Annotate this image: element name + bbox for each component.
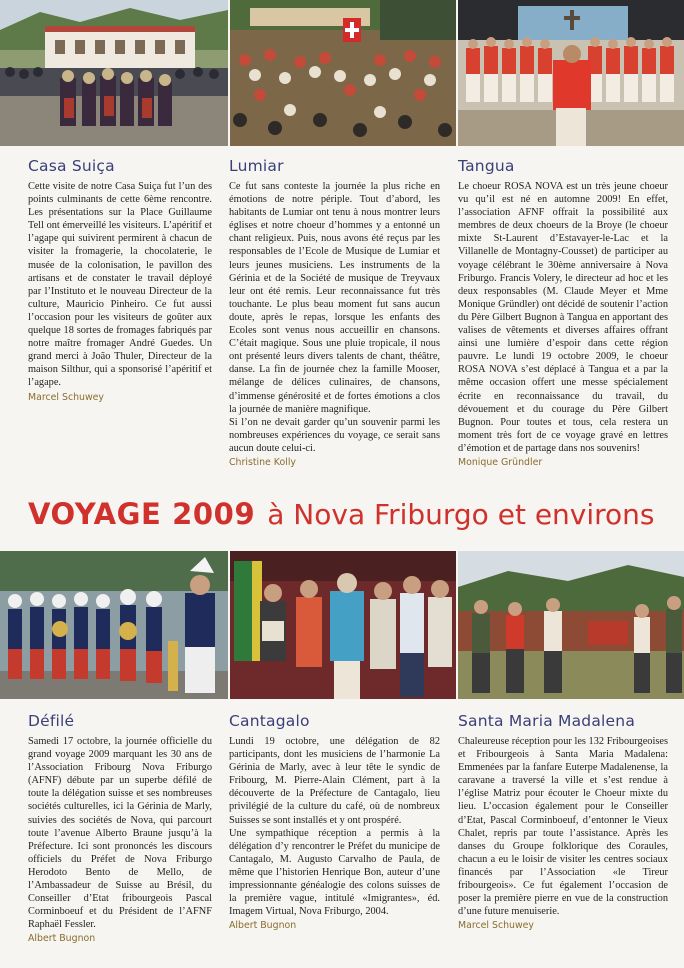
article-body: Chaleureuse réception pour les 132 Fribourgeoises et Fribourgeois à Santa Maria Madalena: Emmenées par la fanfare Euterpe Madalenense, la caravane a traversé la ville et s’est rendue à l’église Matriz pour écouter le Choeur mixte du lieu. L’occasion également pour le Conseiller d’Etat, Pascal Corminboeuf, d’entonner le Vieux Chalet, repris par toute l’assistance. Après les danses du Groupe folklorique des Coraules, chacun a eu le loisir de visiter les centres sociaux financés par l’Association «le Tireur fribourgeois». Ce fut également l’occasion de poser la première pierre en vue de la construction d’une future menuiserie.	[458, 736, 668, 918]
article-santa-maria-madalena	[458, 712, 668, 931]
article-signature: Christine Kolly	[229, 456, 296, 468]
article-signature: Marcel Schuwey	[28, 391, 104, 403]
article-signature: Albert Bugnon	[28, 933, 96, 945]
article-title: Tangua	[458, 157, 515, 175]
article-title: Cantagalo	[229, 712, 310, 730]
article-body: Le choeur ROSA NOVA est un très jeune choeur vu qu’il est né en automne 2009! En effet, l’association AFNF offrait la possibilité aux membres de deux choeurs de la Broye (le choeur mixte St-Laurent d’Estavayer-le-Lac et la Villanelle de Montagny-Cousset) de participer au voyage célébrant le 30ème anniversaire à Nova Friburgo. Francis Volery, le directeur ad hoc et les deux responsables (M. Claude Meyer et Mme Monique Gründler) ont décidé de soutenir l’action du Père Gilbert Bugnon à Tangua en apportant des valises de vêtements et diverses affaires offrant ainsi une lumière d’espoir dans cette région pauvre. Le lundi 19 octobre 2009, le choeur ROSA NOVA s’est déplacé à Tangua et a par la même occasion offert une messe spécialement écrite en reconnaissance du travail, du dévouement et du courage du Père Gilbert Bugnon. Pour toutes et tous, cela restera un moment très fort de ce voyage gravé en lettres d’émotion et de partage dans nos souvenirs!	[458, 181, 668, 454]
article-body-continued: Si l’on ne devait garder qu’un souvenir parmi les nombreuses expériences du voyage, ce serait sans aucun doute celui-ci.	[229, 416, 440, 454]
article-body-continued: Une sympathique réception a permis à la délégation d’y rencontrer le Préfet du municipe de Cantagalo, M. Augusto Carvalho de Paula, de même que l’historien Henrique Bon, auteur d’une impressionnante généalogie des colons suisses de la première vague, intitulé «Imigrantes», éd. Imagem Virtual, Nova Friburgo, 2004.	[229, 827, 440, 918]
article-title: Casa Suiça	[28, 157, 115, 175]
photo-casa-suica-folk-group	[0, 0, 228, 146]
article-title: Santa Maria Madalena	[458, 712, 636, 730]
headline-bold: VOYAGE 2009	[28, 497, 256, 531]
article-cantagalo	[229, 712, 440, 931]
photo-defile-marching-band	[0, 551, 228, 699]
headline-banner	[28, 497, 668, 531]
article-body: Lundi 19 octobre, une délégation de 82 participants, dont les musiciens de l’harmonie La Gérinia de Marly, avec à leur tête le syndic de Fribourg, M. Pierre-Alain Clément, part à la découverte de la Préfecture de Cantagalo, lieu privilégié de la culture du café, où de nombreux Suisses se sont installés et y ont prospéré.	[229, 736, 440, 826]
photo-santa-maria-madalena	[458, 551, 684, 699]
article-tangua	[458, 157, 668, 468]
article-defile	[28, 712, 212, 944]
photo-tangua-choir	[458, 0, 684, 146]
article-body: Samedi 17 octobre, la journée officielle du grand voyage 2009 marquant les 30 ans de l’Association Fribourg Nova Friburgo (AFNF) débute par un superbe défilé de toute la délégation suisse et ses nombreuses sociétés culturelles, ici la Gérinia de Marly, suivies des sociétés de Nova, qui parcourt toute l’avenue Alberto Braune jusqu’à la Préfecture. Ici sont prononcés les discours officiels du Préfet de Nova Friburgo Herodoto Bento de Mello, de l’Ambassadeur de Suisse au Brésil, du Conseiller d’Etat fribourgeois Pascal Corminboeuf et du Président de l’AFNF Raphaël Fessler.	[28, 736, 212, 931]
article-signature: Monique Gründler	[458, 456, 543, 468]
photo-lumiar-crowd-swiss-flag	[230, 0, 456, 146]
headline-light: à Nova Friburgo et environs	[267, 498, 655, 531]
article-casa-suica	[28, 157, 212, 403]
article-body: Cette visite de notre Casa Suiça fut l’un des points culminants de cette 6ème rencontre. Les présentations sur la Place Guillaume Tell ont émerveillé les visiteurs. L’apéritif et l’agape qui suivirent permirent à chacun de visiter la fromagerie, la chocolaterie, le musée de la colonisation, le pavillon des artisans et de constater le travail déployé par l’Instituto et le nouveau Directeur de la culture, Mauricio Pinheiro. Ce fut aussi l’occasion pour les visiteurs de goûter aux quelque 18 sortes de fromages fabriqués par notre maître fromager André Guedes. Un grand merci à João Thuler, Directeur de la maison Silthur, qui a sponsorisé l’apéritif et l’agape.	[28, 181, 212, 389]
photo-cantagalo-reception	[230, 551, 456, 699]
article-lumiar	[229, 157, 440, 468]
article-signature: Marcel Schuwey	[458, 920, 534, 932]
article-title: Défilé	[28, 712, 75, 730]
article-body: Ce fut sans conteste la journée la plus riche en émotions de notre périple. Tout d’abord, les habitants de Lumiar ont tenu à nous montrer leurs églises et notre choeur d’hommes y a entonné un chant religieux. Puis, nous avons été reçus par les responsables de l’Ecole de Musique de Lumiar et leurs jeunes musiciens. Les instruments de la Gérinia et de la Société de musique de Treyvaux leur ont été remis. Leur reconnaissance fut très touchante. Le plus beau moment fut sans aucun doute, après le repas, lorsque les enfants des Ecoles sont venus nous accueillir en chansons. C’était magique. Sous une pluie tropicale, il nous ont présenté leurs divers talents de chant, théâtre, danse. La fin de journée chez la famille Mooser, mélange de délices culinaires, de chansons, d’immense générosité et de fortes émotions a clos la journée de manière magnifique.	[229, 181, 440, 415]
article-signature: Albert Bugnon	[229, 920, 297, 932]
article-title: Lumiar	[229, 157, 284, 175]
